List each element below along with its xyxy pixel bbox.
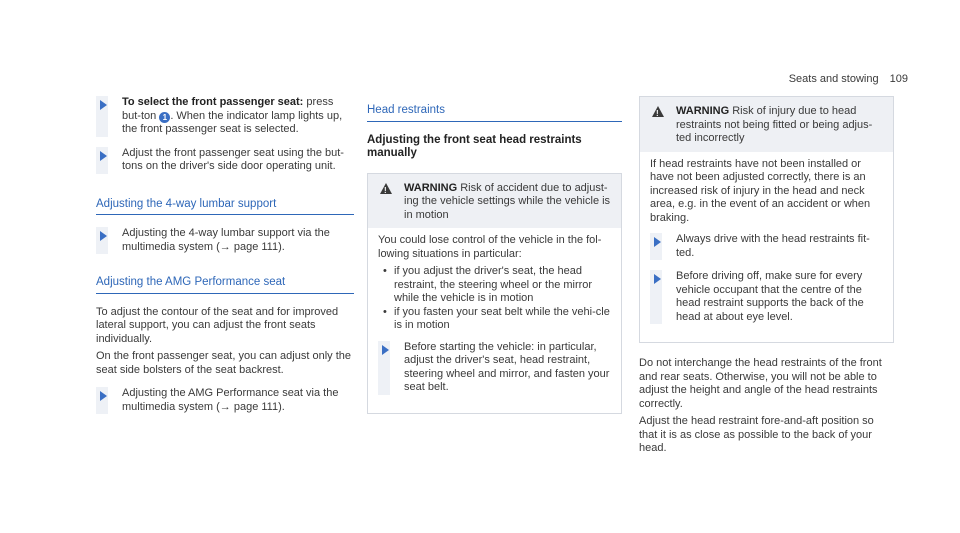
bullet-icon: • <box>383 305 387 318</box>
instruction-step <box>650 233 883 260</box>
callout-number-icon: 1 <box>159 112 170 123</box>
step-text: Before driving off, make sure for every vehicle occupant that the centre of the head restraint supports the back of the head at about eye level. <box>676 270 864 323</box>
step-text-b: . When the indicator lamp lights up, the front passenger seat is selected. <box>122 109 343 135</box>
instruction-step <box>96 147 354 174</box>
warning-label: WARNING <box>676 105 730 117</box>
section-heading: Adjusting the AMG Performance seat <box>96 276 354 294</box>
paragraph: Adjust the head restraint fore-and-aft position so that it is as close as possible to the back of your head. <box>639 415 874 454</box>
section-title: Seats and stowing <box>788 73 879 85</box>
column-right <box>639 96 894 460</box>
arrow-icon <box>100 151 107 161</box>
list-text: if you fasten your seat belt while the vehi-cle is in motion <box>394 305 610 331</box>
instruction-step <box>650 270 883 324</box>
step-text: Adjusting the AMG Performance seat via the multimedia system (→ page 111). <box>122 387 339 413</box>
step-text: Before starting the vehicle: in particular, adjust the driver's seat, head restraint, steering wheel and mirror, and fasten your seat belt. <box>404 340 610 393</box>
paragraph: To adjust the contour of the seat and for improved lateral support, you can adjust the front seats individually. <box>96 305 339 345</box>
instruction-step <box>96 387 354 414</box>
arrow-icon <box>100 100 107 110</box>
warning-icon <box>380 183 392 194</box>
arrow-icon <box>100 391 107 401</box>
warning-box <box>639 96 894 343</box>
column-left <box>96 96 354 424</box>
warning-body <box>640 152 893 343</box>
step-text: Adjusting the 4-way lumbar support via the multimedia system (→ page 111). <box>122 227 330 253</box>
step-text <box>122 96 354 137</box>
paragraph: If head restraints have not been installed or have not been adjusted correctly, there is an increased risk of injury in the head and neck area, e.g. in the event of an accident or when braking. <box>650 157 871 224</box>
warning-header <box>368 174 621 229</box>
step-text-a: press but-ton <box>122 96 334 122</box>
bullet-icon: • <box>383 265 387 277</box>
warning-title: Risk of accident due to adjust-ing the vehicle settings while the vehicle is in motion <box>404 181 611 221</box>
list-item <box>378 265 611 306</box>
page-number: 109 <box>889 73 908 85</box>
paragraph: On the front passenger seat, you can adjust only the seat side bolsters of the seat backrest. <box>96 350 351 376</box>
warning-label: WARNING <box>404 181 458 194</box>
instruction-step <box>378 341 611 395</box>
section-heading: Head restraints <box>367 104 622 122</box>
page-header <box>789 73 908 87</box>
arrow-icon <box>654 237 661 247</box>
warning-title: Risk of injury due to head restraints not being fitted or being adjus-ted incorrectly <box>676 105 873 144</box>
step-text: Always drive with the head restraints fit-ted. <box>676 233 870 259</box>
warning-body <box>368 228 621 413</box>
paragraph: Do not interchange the head restraints of the front and rear seats. Otherwise, you will not be able to adjust the height and angle of the head restraints correctly. <box>639 357 882 410</box>
column-middle <box>367 96 622 424</box>
warning-header <box>640 97 893 152</box>
instruction-step <box>96 227 354 254</box>
list-text: if you adjust the driver's seat, the head restraint, the steering wheel or the mirror while the vehicle is in motion <box>394 265 593 304</box>
instruction-step <box>96 96 354 137</box>
step-text: Adjust the front passenger seat using the but-tons on the driver's side door operating unit. <box>122 146 344 172</box>
list-item <box>378 306 611 333</box>
subheading: Adjusting the front seat head restraints manually <box>367 133 582 159</box>
warning-icon <box>652 106 664 117</box>
step-lead: To select the front passenger seat: <box>122 96 304 108</box>
arrow-icon <box>382 345 389 355</box>
paragraph: You could lose control of the vehicle in the fol-lowing situations in particular: <box>378 234 602 260</box>
section-heading: Adjusting the 4-way lumbar support <box>96 198 354 216</box>
arrow-icon <box>100 231 107 241</box>
warning-box <box>367 173 622 414</box>
arrow-icon <box>654 274 661 284</box>
